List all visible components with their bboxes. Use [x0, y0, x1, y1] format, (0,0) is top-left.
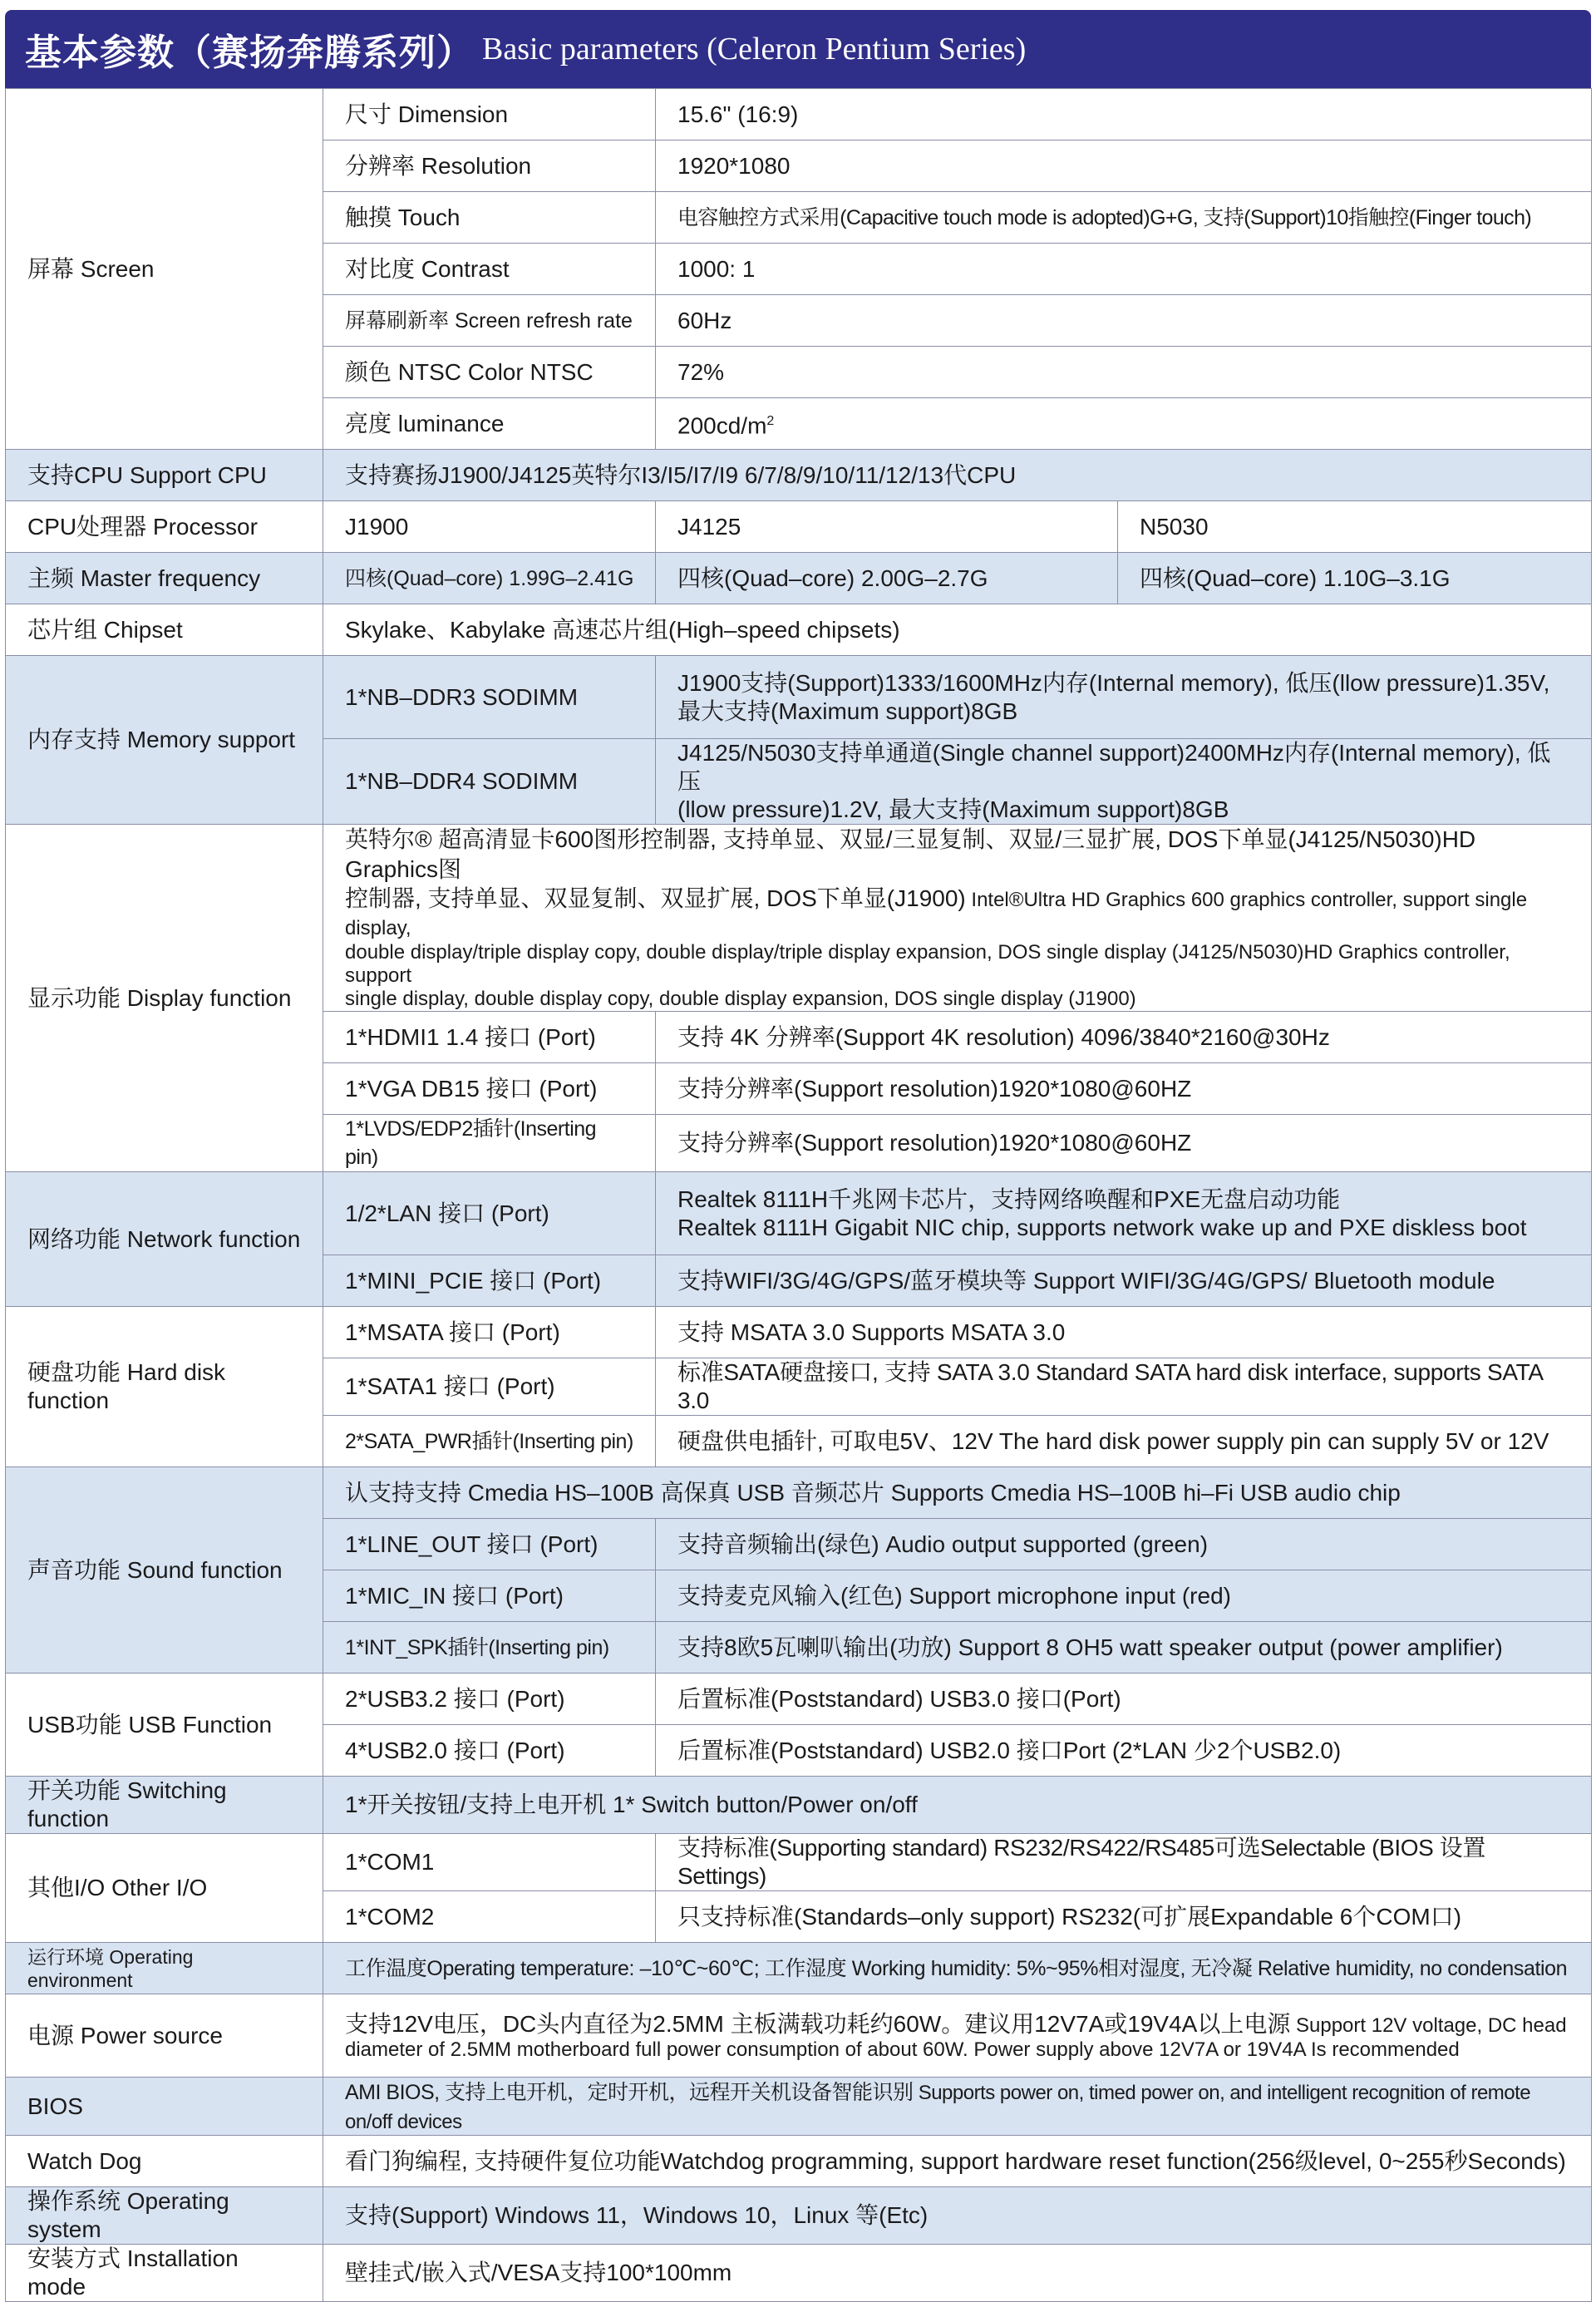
sound-label: 声音功能 Sound function [6, 1467, 323, 1674]
table-row [6, 1834, 1592, 1891]
spec-sheet [5, 10, 1591, 2302]
screen-value: 1000: 1 [656, 244, 1592, 295]
network-key: 1*MINI_PCIE 接口 (Port) [323, 1255, 656, 1307]
memory-value-line: J4125/N5030支持单通道(Single channel support)2400MHz内存(Internal memory), 低压 [677, 740, 1551, 794]
usb-key: 4*USB2.0 接口 (Port) [323, 1725, 656, 1777]
table-row [6, 450, 1592, 501]
network-value-line: Realtek 8111H Gigabit NIC chip, supports network wake up and PXE diskless boot [677, 1214, 1527, 1240]
memory-value-line: (llow pressure)1.2V, 最大支持(Maximum support)8GB [677, 796, 1229, 822]
watchdog-label: Watch Dog [6, 2136, 323, 2187]
header-title-zh: 基本参数（赛扬奔腾系列） [25, 32, 474, 74]
table-row [6, 1943, 1592, 1994]
table-row [6, 1307, 1592, 1358]
display-desc-line: Intel®Ultra HD Graphics 600 graphics controller, support single display, [345, 889, 1528, 939]
switching-label: 开关功能 Switching function [6, 1777, 323, 1834]
table-row [6, 1172, 1592, 1255]
os-value: 支持(Support) Windows 11，Windows 10，Linux 等(Etc) [323, 2187, 1592, 2245]
display-value: 支持分辨率(Support resolution)1920*1080@60HZ [656, 1115, 1592, 1172]
harddisk-key: 1*SATA1 接口 (Port) [323, 1358, 656, 1416]
other-io-value: 只支持标准(Standards–only support) RS232(可扩展Expandable 6个COM口) [656, 1891, 1592, 1943]
watchdog-value: 看门狗编程, 支持硬件复位功能Watchdog programming, support hardware reset function(256级level, 0~255秒Seconds) [323, 2136, 1592, 2187]
screen-key: 亮度 luminance [323, 398, 656, 450]
spec-table [5, 88, 1592, 2302]
harddisk-key: 1*MSATA 接口 (Port) [323, 1307, 656, 1358]
screen-key: 尺寸 Dimension [323, 89, 656, 140]
screen-key: 触摸 Touch [323, 192, 656, 244]
bios-value-en: Supports power on, timed power on, and intelligent recognition of remote on/off devices [345, 2082, 1531, 2133]
harddisk-value: 支持 MSATA 3.0 Supports MSATA 3.0 [656, 1307, 1592, 1358]
power-value-line: 支持12V电压，DC头内直径为2.5MM 主板满载功耗约60W。建议用12V7A或19V4A以上电源 [345, 2010, 1291, 2037]
display-desc-line: 英特尔® 超高清显卡600图形控制器, 支持单显、双显/三显复制、双显/三显扩展, DOS下单显(J4125/N5030)HD Graphics图 [345, 826, 1476, 882]
display-desc-line: 控制器, 支持单显、双显复制、双显扩展, DOS下单显(J1900) [345, 885, 966, 911]
sound-key: 1*MIC_IN 接口 (Port) [323, 1570, 656, 1622]
memory-key: 1*NB–DDR3 SODIMM [323, 656, 656, 739]
sound-key: 1*LINE_OUT 接口 (Port) [323, 1519, 656, 1570]
power-value-line: Support 12V voltage, DC head [1290, 2014, 1567, 2037]
frequency-label: 主频 Master frequency [6, 553, 323, 604]
install-value: 壁挂式/嵌入式/VESA支持100*100mm [323, 2245, 1592, 2302]
other-io-value: 支持标准(Supporting standard) RS232/RS422/RS485可选Selectable (BIOS 设置Settings) [656, 1834, 1592, 1891]
display-desc-line: double display/triple display copy, double display/triple display expansion, DOS single display (J4125/N5030)HD Graphics controller, support [345, 941, 1510, 987]
table-row [6, 2078, 1592, 2136]
memory-value [656, 656, 1592, 739]
table-row [6, 656, 1592, 739]
harddisk-label: 硬盘功能 Hard disk function [6, 1307, 323, 1467]
table-row [6, 501, 1592, 553]
bios-value [323, 2078, 1592, 2136]
page-header [5, 10, 1591, 88]
cpu-support-label: 支持CPU Support CPU [6, 450, 323, 501]
switching-value: 1*开关按钮/支持上电开机 1* Switch button/Power on/off [323, 1777, 1592, 1834]
bios-value-zh: AMI BIOS, 支持上电开机，定时开机，远程开关机设备智能识别 [345, 2081, 914, 2104]
table-row [6, 2187, 1592, 2245]
processor-value: J4125 [656, 501, 1118, 553]
screen-key: 对比度 Contrast [323, 244, 656, 295]
screen-value: 60Hz [656, 295, 1592, 347]
memory-value-line: 最大支持(Maximum support)8GB [677, 698, 1018, 724]
network-value [656, 1172, 1592, 1255]
harddisk-value: 硬盘供电插针, 可取电5V、12V The hard disk power supply pin can supply 5V or 12V [656, 1416, 1592, 1467]
screen-value: 1920*1080 [656, 140, 1592, 192]
memory-value-line: J1900支持(Support)1333/1600MHz内存(Internal memory), 低压(llow pressure)1.35V, [677, 669, 1550, 696]
os-label: 操作系统 Operating system [6, 2187, 323, 2245]
memory-label: 内存支持 Memory support [6, 656, 323, 825]
usb-value: 后置标准(Poststandard) USB3.0 接口(Port) [656, 1674, 1592, 1725]
table-row [6, 1467, 1592, 1519]
power-value [323, 1994, 1592, 2078]
luminance-value: 200cd/m [677, 412, 767, 439]
display-desc-line: single display, double display copy, double display expansion, DOS single display (J1900) [345, 988, 1136, 1010]
table-row [6, 1674, 1592, 1725]
chipset-label: 芯片组 Chipset [6, 604, 323, 656]
screen-value [656, 398, 1592, 450]
network-value: 支持WIFI/3G/4G/GPS/蓝牙模块等 Support WIFI/3G/4G/GPS/ Bluetooth module [656, 1255, 1592, 1307]
processor-value: J1900 [323, 501, 656, 553]
sound-key: 1*INT_SPK插针(Inserting pin) [323, 1622, 656, 1674]
frequency-value: 四核(Quad–core) 1.99G–2.41G [323, 553, 656, 604]
table-row [6, 825, 1592, 1012]
install-label: 安装方式 Installation mode [6, 2245, 323, 2302]
table-row [6, 604, 1592, 656]
luminance-superscript: 2 [766, 413, 775, 428]
frequency-value: 四核(Quad–core) 1.10G–3.1G [1118, 553, 1592, 604]
screen-key: 颜色 NTSC Color NTSC [323, 347, 656, 398]
display-value: 支持分辨率(Support resolution)1920*1080@60HZ [656, 1063, 1592, 1115]
display-key: 1*LVDS/EDP2插针(Inserting pin) [323, 1115, 656, 1172]
frequency-value: 四核(Quad–core) 2.00G–2.7G [656, 553, 1118, 604]
harddisk-key: 2*SATA_PWR插针(Inserting pin) [323, 1416, 656, 1467]
usb-label: USB功能 USB Function [6, 1674, 323, 1777]
screen-key: 分辨率 Resolution [323, 140, 656, 192]
other-io-key: 1*COM1 [323, 1834, 656, 1891]
sound-value: 支持音频输出(绿色) Audio output supported (green) [656, 1519, 1592, 1570]
sound-description: 认支持支持 Cmedia HS–100B 高保真 USB 音频芯片 Supports Cmedia HS–100B hi–Fi USB audio chip [323, 1467, 1592, 1519]
display-key: 1*VGA DB15 接口 (Port) [323, 1063, 656, 1115]
table-row [6, 2245, 1592, 2302]
processor-label: CPU处理器 Processor [6, 501, 323, 553]
sound-value: 支持8欧5瓦喇叭输出(功放) Support 8 OH5 watt speaker output (power amplifier) [656, 1622, 1592, 1674]
environment-label: 运行环境 Operating environment [6, 1943, 323, 1994]
display-value: 支持 4K 分辨率(Support 4K resolution) 4096/3840*2160@30Hz [656, 1012, 1592, 1063]
screen-value: 电容触控方式采用(Capacitive touch mode is adopted)G+G, 支持(Support)10指触控(Finger touch) [656, 192, 1592, 244]
table-row [6, 89, 1592, 140]
chipset-value: Skylake、Kabylake 高速芯片组(High–speed chipsets) [323, 604, 1592, 656]
display-description [323, 825, 1592, 1012]
environment-value: 工作温度Operating temperature: –10℃~60℃; 工作湿度 Working humidity: 5%~95%相对湿度, 无冷凝 Relative humidity, no condensation [323, 1943, 1592, 1994]
screen-key: 屏幕刷新率 Screen refresh rate [323, 295, 656, 347]
network-key: 1/2*LAN 接口 (Port) [323, 1172, 656, 1255]
harddisk-value: 标准SATA硬盘接口, 支持 SATA 3.0 Standard SATA hard disk interface, supports SATA 3.0 [656, 1358, 1592, 1416]
memory-key: 1*NB–DDR4 SODIMM [323, 739, 656, 825]
display-label: 显示功能 Display function [6, 825, 323, 1172]
header-title-en: Basic parameters (Celeron Pentium Series) [482, 32, 1027, 67]
network-value-line: Realtek 8111H千兆网卡芯片，支持网络唤醒和PXE无盘启动功能 [677, 1186, 1341, 1212]
table-row [6, 1777, 1592, 1834]
cpu-support-value: 支持赛扬J1900/J4125英特尔I3/I5/I7/I9 6/7/8/9/10/11/12/13代CPU [323, 450, 1592, 501]
display-key: 1*HDMI1 1.4 接口 (Port) [323, 1012, 656, 1063]
screen-value: 72% [656, 347, 1592, 398]
table-row [6, 2136, 1592, 2187]
table-row [6, 553, 1592, 604]
table-row [6, 1994, 1592, 2078]
sound-value: 支持麦克风输入(红色) Support microphone input (red) [656, 1570, 1592, 1622]
memory-value [656, 739, 1592, 825]
other-io-key: 1*COM2 [323, 1891, 656, 1943]
power-label: 电源 Power source [6, 1994, 323, 2078]
usb-key: 2*USB3.2 接口 (Port) [323, 1674, 656, 1725]
bios-label: BIOS [6, 2078, 323, 2136]
screen-value: 15.6" (16:9) [656, 89, 1592, 140]
power-value-line: diameter of 2.5MM motherboard full power consumption of about 60W. Power supply above 12V7A or 19V4A Is recommended [345, 2038, 1460, 2061]
other-io-label: 其他I/O Other I/O [6, 1834, 323, 1943]
screen-label: 屏幕 Screen [6, 89, 323, 450]
processor-value: N5030 [1118, 501, 1592, 553]
usb-value: 后置标准(Poststandard) USB2.0 接口Port (2*LAN 少2个USB2.0) [656, 1725, 1592, 1777]
network-label: 网络功能 Network function [6, 1172, 323, 1307]
